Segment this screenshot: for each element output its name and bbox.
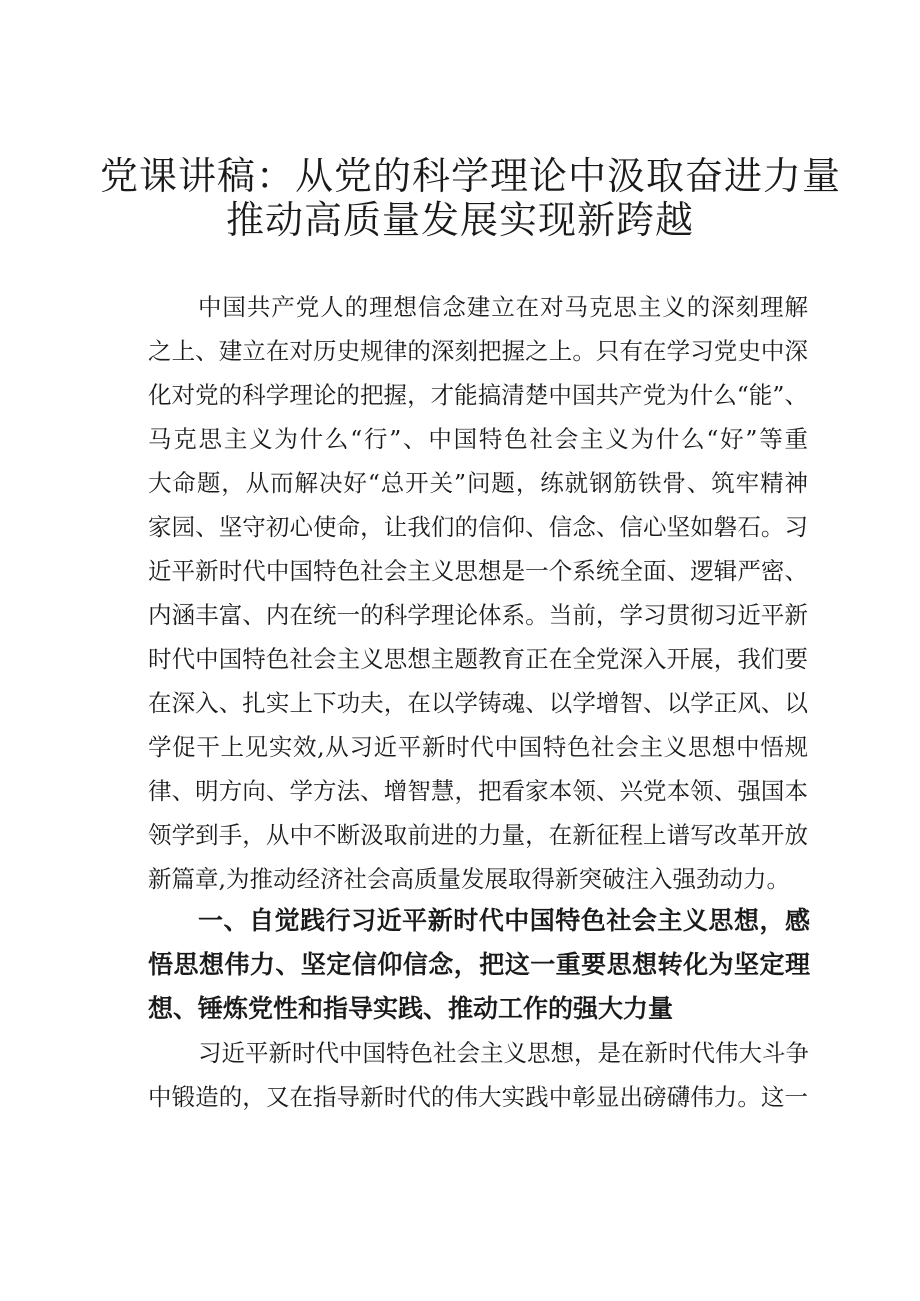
paragraph-line: 在深入、扎实上下功夫，在以学铸魂、以学增智、以学正风、以	[148, 689, 808, 717]
paragraph-line: 时代中国特色社会主义思想主题教育正在全党深入开展，我们要	[148, 645, 808, 673]
document-title-line-2: 推动高质量发展实现新跨越	[225, 198, 694, 242]
heading-line: 悟思想伟力、坚定信仰信念，把这一重要思想转化为坚定理	[148, 950, 810, 979]
paragraph-line: 习近平新时代中国特色社会主义思想，是在新时代伟大斗争	[198, 1039, 809, 1067]
paragraph-line: 大命题，从而解决好“总开关”问题，练就钢筋铁骨、筑牢精神	[148, 469, 808, 497]
paragraph-line: 内涵丰富、内在统一的科学理论体系。当前，学习贯彻习近平新	[148, 601, 808, 629]
paragraph-line: 中国共产党人的理想信念建立在对马克思主义的深刻理解	[198, 293, 808, 321]
paragraph-line: 近平新时代中国特色社会主义思想是一个系统全面、逻辑严密、	[148, 557, 808, 585]
paragraph-line: 新篇章,为推动经济社会高质量发展取得新突破注入强劲动力。	[148, 865, 790, 893]
paragraph-line: 学促干上见实效,从习近平新时代中国特色社会主义思想中悟规	[148, 733, 808, 761]
paragraph-line: 领学到手，从中不断汲取前进的力量，在新征程上谱写改革开放	[148, 821, 808, 849]
heading-line: 想、锤炼党性和指导实践、推动工作的强大力量	[148, 994, 674, 1023]
paragraph-line: 中锻造的，又在指导新时代的伟大实践中彰显出磅礴伟力。这一	[148, 1083, 808, 1111]
paragraph-line: 家园、坚守初心使命，让我们的信仰、信念、信心坚如磐石。习	[148, 513, 808, 541]
paragraph-line: 马克思主义为什么“行”、中国特色社会主义为什么“好”等重	[148, 425, 808, 453]
paragraph-line: 律、明方向、学方法、增智慧，把看家本领、兴党本领、强国本	[148, 777, 808, 805]
heading-line: 一、自觉践行习近平新时代中国特色社会主义思想，感	[198, 906, 810, 935]
paragraph-line: 之上、建立在对历史规律的深刻把握之上。只有在学习党史中深	[148, 337, 808, 365]
document-title-line-1: 党课讲稿：从党的科学理论中汲取奋进力量	[100, 154, 842, 198]
paragraph-line: 化对党的科学理论的把握，才能搞清楚中国共产党为什么“能”、	[148, 381, 808, 409]
